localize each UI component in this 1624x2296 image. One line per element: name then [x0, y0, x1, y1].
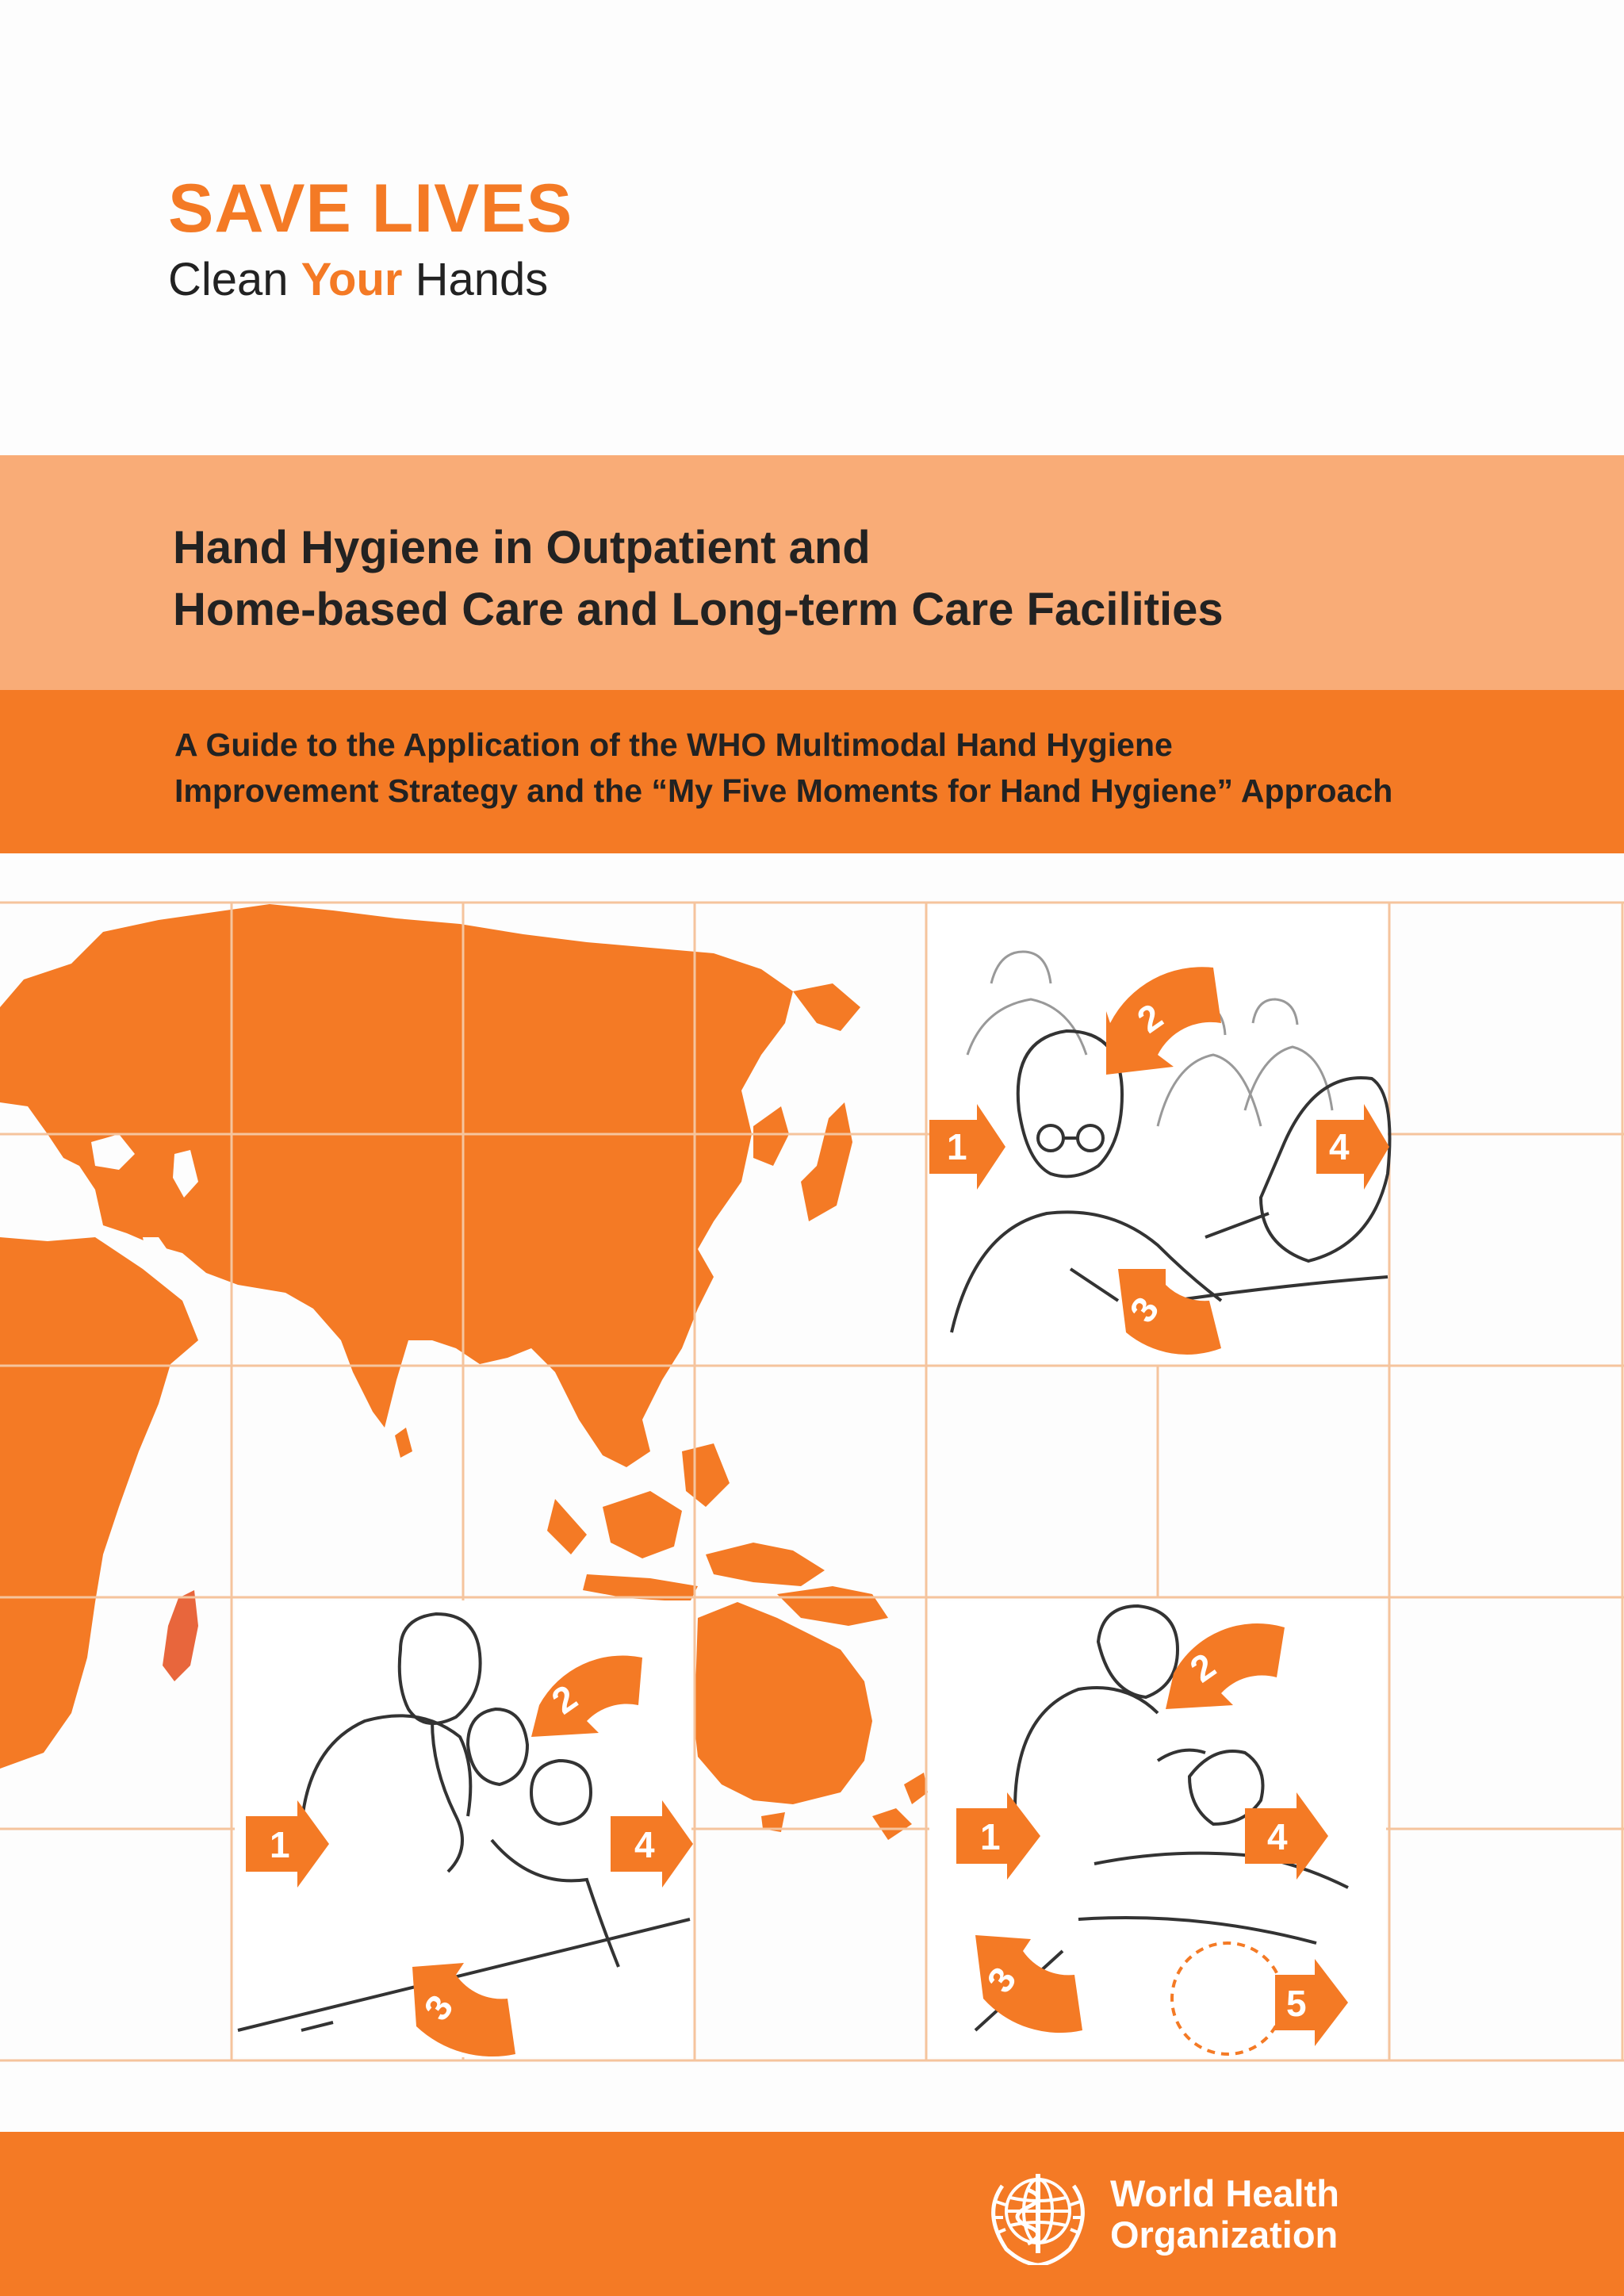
subtitle-line-1: A Guide to the Application of the WHO Multimodal Hand Hygiene	[174, 726, 1173, 763]
moment-4-label: 4	[1267, 1816, 1288, 1857]
moment-4-label: 4	[634, 1824, 655, 1865]
brand-subtitle-part: Hands	[402, 254, 549, 305]
title-line-1: Hand Hygiene in Outpatient and	[173, 522, 871, 573]
brand-block	[168, 171, 573, 305]
title-band	[0, 455, 1624, 690]
document-title	[173, 517, 1224, 641]
footer-band	[0, 2132, 1624, 2296]
brand-subtitle-part: Clean	[168, 254, 301, 305]
moment-1-label: 1	[270, 1824, 290, 1865]
who-emblem-icon	[979, 2162, 1097, 2265]
who-name-line-1: World Health	[1110, 2172, 1339, 2214]
scene-dental	[929, 1600, 1386, 2057]
moment-3-label: 3	[979, 1959, 1025, 2000]
title-line-2: Home-based Care and Long-term Care Facilities	[173, 584, 1224, 635]
brand-subtitle-highlight: Your	[301, 254, 403, 305]
moment-3-label: 3	[416, 1987, 462, 2028]
who-name-line-2: Organization	[1110, 2214, 1339, 2256]
scene-pediatric	[235, 1600, 693, 2057]
moment-4-label: 4	[1329, 1126, 1350, 1167]
brand-subtitle	[168, 254, 573, 305]
moment-3-label: 3	[1121, 1289, 1167, 1330]
moment-2-label: 2	[1182, 1644, 1224, 1691]
document-subtitle	[174, 722, 1392, 814]
moment-1-label: 1	[947, 1126, 967, 1167]
madagascar-shape	[163, 1590, 198, 1681]
cover-illustration	[0, 888, 1624, 2078]
subtitle-band	[0, 690, 1624, 853]
brand-title: SAVE LIVES	[168, 171, 573, 247]
moment-2-label: 2	[544, 1676, 585, 1723]
scene-consultation	[929, 906, 1390, 1363]
moment-1-label: 1	[980, 1816, 1001, 1857]
moment-5-label: 5	[1286, 1983, 1307, 2024]
moment-2-label: 2	[1129, 995, 1170, 1041]
who-organization-name	[1110, 2173, 1339, 2256]
subtitle-line-2: Improvement Strategy and the “My Five Moments for Hand Hygiene” Approach	[174, 772, 1393, 809]
